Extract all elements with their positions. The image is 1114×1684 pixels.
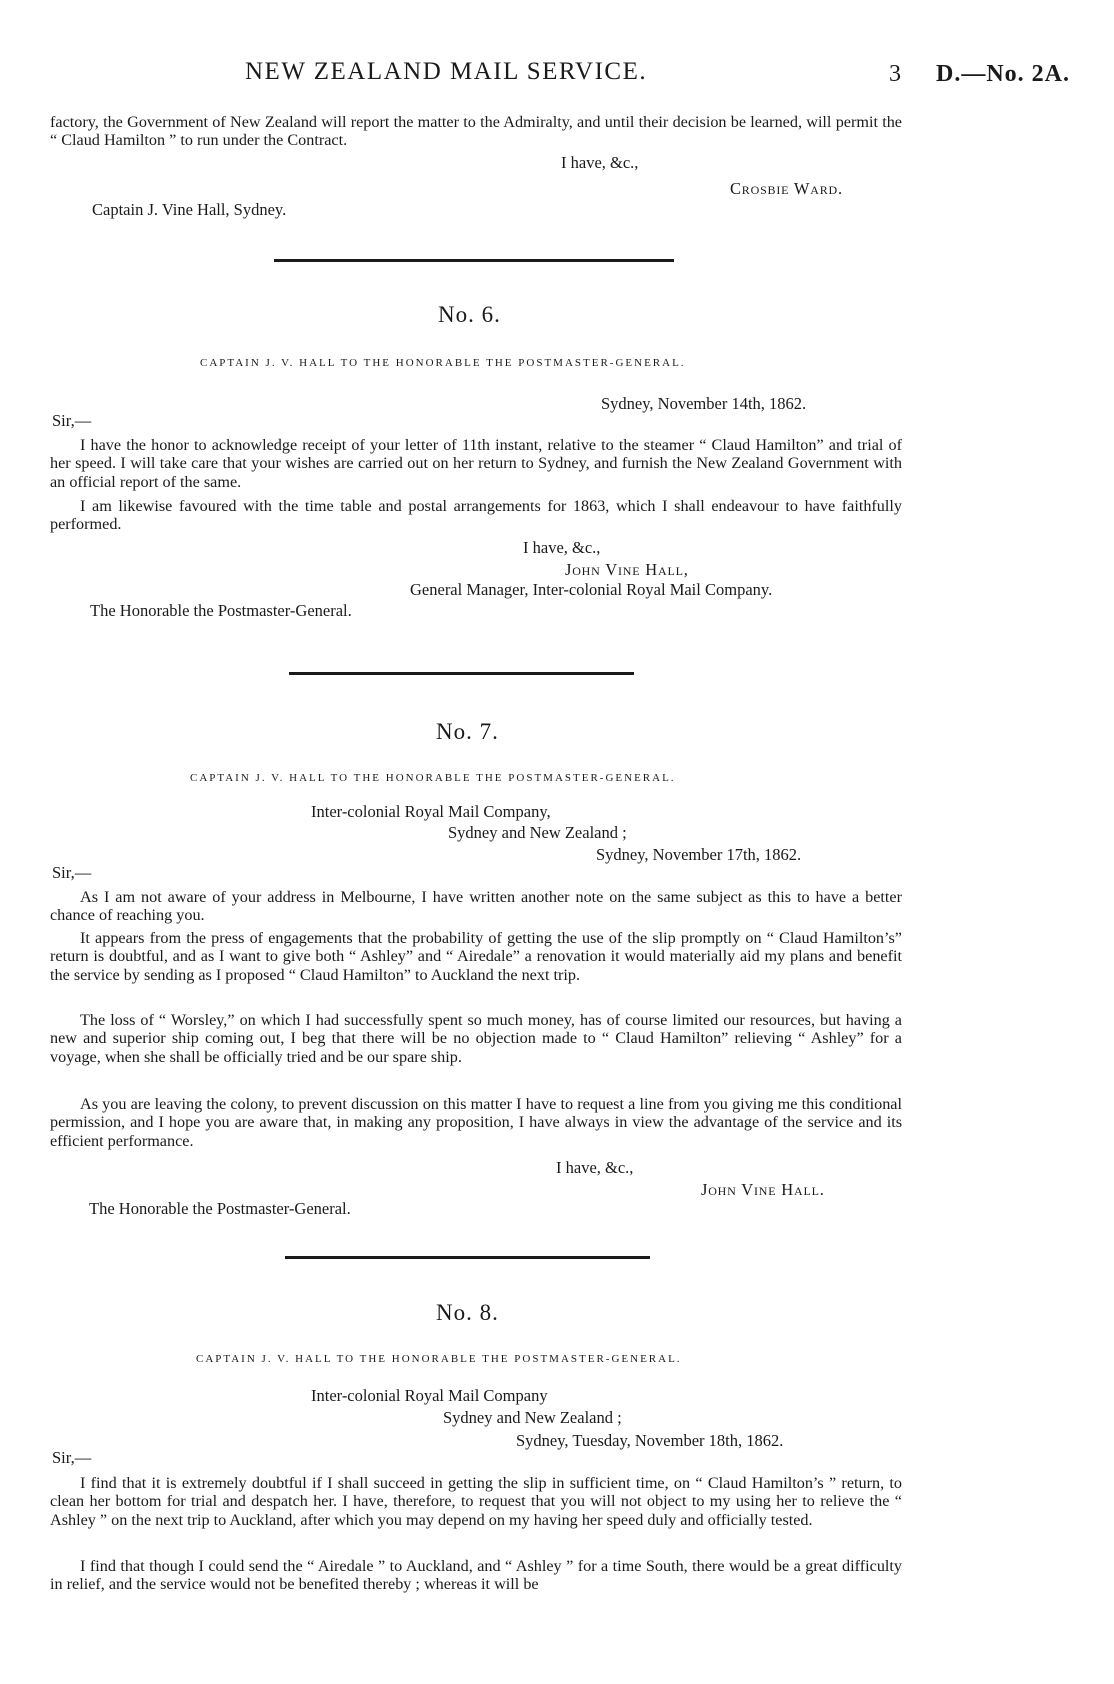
section-divider	[289, 672, 634, 675]
letter-6-salutation: Sir,—	[52, 411, 92, 430]
letter-7-paragraph-1: As I am not aware of your address in Melbourne, I have written another note on the same subject as this to have a better chance of reaching you.	[50, 888, 902, 925]
letter-7-number: No. 7.	[436, 719, 499, 744]
intro-addressee: Captain J. Vine Hall, Sydney.	[92, 200, 287, 219]
letter-8-address-line-2: Sydney and New Zealand ;	[443, 1408, 622, 1427]
letter-6-signatory-title: General Manager, Inter-colonial Royal Mail Company.	[410, 580, 773, 599]
section-divider	[285, 1256, 650, 1259]
page-number: 3	[889, 61, 901, 87]
letter-7-signature: John Vine Hall.	[701, 1180, 825, 1199]
section-divider	[274, 259, 674, 262]
letter-7-address-line-1: Inter-colonial Royal Mail Company,	[311, 802, 551, 821]
letter-7-paragraph-2: It appears from the press of engagements that the probability of getting the use of the slip promptly on “ Claud Hamilton’s” return is doubtful, and as I want to give both “ Ashley” and “ Airedale” a renovation it would materially aid my plans and benefit the service by sending as I proposed “ Claud Hamilton” to Auckland the next trip.	[50, 929, 902, 984]
letter-6-closing: I have, &c.,	[523, 538, 601, 557]
letter-8-paragraph-1: I find that it is extremely doubtful if I shall succeed in getting the slip in sufficient time, on “ Claud Hamilton’s ” return, to clean her bottom for trial and despatch her. I have, therefore, to request that you will not object to my using her to relieve the “ Ashley ” on the next trip to Auckland, after which you may depend on my having her speed duly and officially tested.	[50, 1474, 902, 1529]
letter-6-number: No. 6.	[438, 302, 501, 327]
letter-6-addressee: The Honorable the Postmaster-General.	[90, 601, 352, 620]
letter-7-heading: CAPTAIN J. V. HALL TO THE HONORABLE THE POSTMASTER-GENERAL.	[190, 772, 676, 784]
letter-8-address-line-1: Inter-colonial Royal Mail Company	[311, 1386, 548, 1405]
page-title: NEW ZEALAND MAIL SERVICE.	[245, 58, 648, 85]
letter-7-date: Sydney, November 17th, 1862.	[596, 845, 802, 864]
document-reference: D.—No. 2A.	[936, 61, 1070, 87]
intro-closing: I have, &c.,	[561, 153, 639, 172]
letter-8-date: Sydney, Tuesday, November 18th, 1862.	[516, 1431, 784, 1450]
letter-7-closing: I have, &c.,	[556, 1158, 634, 1177]
letter-6-signature: John Vine Hall,	[565, 560, 689, 579]
letter-7-paragraph-4: As you are leaving the colony, to prevent discussion on this matter I have to request a line from you giving me this conditional permission, and I hope you are aware that, in making any proposition, I have always in view the advantage of the service and its efficient performance.	[50, 1095, 902, 1150]
letter-6-paragraph-1: I have the honor to acknowledge receipt of your letter of 11th instant, relative to the steamer “ Claud Hamilton” and trial of her speed. I will take care that your wishes are carried out on her return to Sydney, and furnish the New Zealand Government with an official report of the same.	[50, 436, 902, 491]
letter-7-paragraph-3: The loss of “ Worsley,” on which I had successfully spent so much money, has of course limited our resources, but having a new and superior ship coming out, I beg that there will be no objection made to “ Claud Hamilton” relieving “ Ashley” for a voyage, when she shall be officially tried and be our spare ship.	[50, 1011, 902, 1066]
letter-6-heading: CAPTAIN J. V. HALL TO THE HONORABLE THE POSTMASTER-GENERAL.	[200, 357, 686, 369]
letter-8-heading: CAPTAIN J. V. HALL TO THE HONORABLE THE POSTMASTER-GENERAL.	[196, 1353, 682, 1365]
intro-paragraph: factory, the Government of New Zealand will report the matter to the Admiralty, and until their decision be learned, will permit the “ Claud Hamilton ” to run under the Contract.	[50, 113, 902, 150]
letter-6-date: Sydney, November 14th, 1862.	[601, 394, 807, 413]
letter-8-salutation: Sir,—	[52, 1448, 92, 1467]
letter-7-salutation: Sir,—	[52, 863, 92, 882]
letter-7-address-line-2: Sydney and New Zealand ;	[448, 823, 627, 842]
letter-8-paragraph-2: I find that though I could send the “ Airedale ” to Auckland, and “ Ashley ” for a time South, there would be a great difficulty in relief, and the service would not be benefited thereby ; whereas it will be	[50, 1557, 902, 1594]
letter-8-number: No. 8.	[436, 1300, 499, 1325]
letter-6-paragraph-2: I am likewise favoured with the time table and postal arrangements for 1863, which I shall endeavour to have faithfully performed.	[50, 497, 902, 534]
intro-signature: Crosbie Ward.	[730, 179, 843, 198]
letter-7-addressee: The Honorable the Postmaster-General.	[89, 1199, 351, 1218]
